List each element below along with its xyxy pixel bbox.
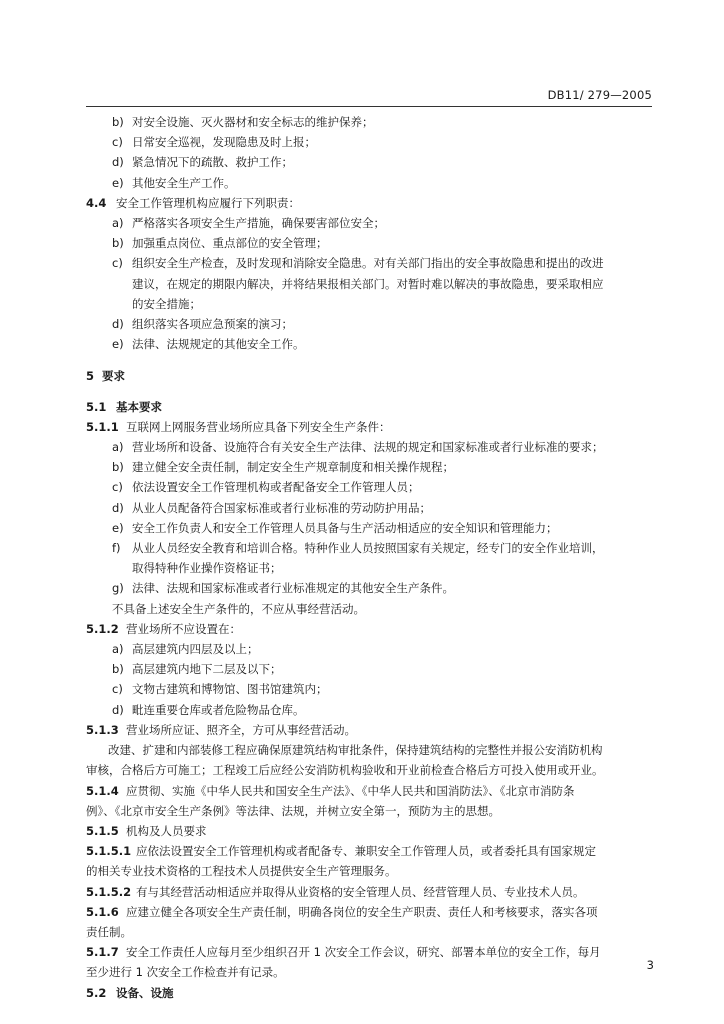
clause-5-1-4: 5.1.4 应贯彻、实施《中华人民共和国安全生产法》、《中华人民共和国消防法》、《北京市消防条 (86, 783, 575, 798)
list-item: e) 其他安全生产工作。 (112, 175, 236, 190)
clause-5-1-5: 5.1.5 机构及人员要求 (86, 823, 207, 838)
list-item-continued: 建议，在规定的期限内解决，并将结果报相关部门。对暂时难以解决的事故隐患，要采取相应 (132, 276, 604, 291)
list-item: f) 从业人员经安全教育和培训合格。特种作业人员按照国家有关规定，经专门的安全作业培训， (112, 541, 604, 556)
clause-5-1-1: 5.1.1 互联网上网服务营业场所应具备下列安全生产条件： (86, 419, 391, 434)
list-item: a) 营业场所和设备、设施符合有关安全生产法律、法规的规定和国家标准或者行业标准的要求； (112, 440, 604, 455)
clause-5-1-5-1: 5.1.5.1 应依法设置安全工作管理机构或者配备专、兼职安全工作管理人员，或者委托具有国家规定 (86, 844, 596, 859)
list-item: e) 法律、法规规定的其他安全工作。 (112, 337, 305, 352)
list-item: d) 毗连重要仓库或者危险物品仓库。 (112, 702, 305, 717)
clause-5-1-6: 5.1.6 应建立健全各项安全生产责任制，明确各岗位的安全生产职责、责任人和考核要求，落实各项 (86, 904, 598, 919)
paragraph-continued: 的相关专业技术资格的工程技术人员提供安全生产管理服务。 (86, 864, 397, 879)
list-item: d) 组织落实各项应急预案的演习； (112, 317, 293, 332)
paragraph-continued: 审核，合格后方可施工；工程竣工后应经公安消防机构验收和开业前检查合格后方可投入使用或开业。 (86, 763, 604, 778)
list-item: b) 加强重点岗位、重点部位的安全管理； (112, 236, 328, 251)
document-code: DB11/ 279—2005 (547, 88, 652, 102)
paragraph-continued: 例》、《北京市安全生产条例》等法律、法规，并树立安全第一，预防为主的思想。 (86, 803, 500, 818)
list-item: c) 组织安全生产检查，及时发现和消除安全隐患。对有关部门指出的安全事故隐患和提出的改进 (112, 256, 604, 271)
list-item: d) 紧急情况下的疏散、救护工作； (112, 155, 293, 170)
list-item: e) 安全工作负责人和安全工作管理人员具备与生产活动相适应的安全知识和管理能力； (112, 520, 558, 535)
list-item: d) 从业人员配备符合国家标准或者行业标准的劳动防护用品； (112, 500, 431, 515)
list-item: b) 建立健全安全责任制，制定安全生产规章制度和相关操作规程； (112, 460, 454, 475)
list-item: c) 文物古建筑和博物馆、图书馆建筑内； (112, 682, 328, 697)
list-item: b) 对安全设施、灭火器材和安全标志的维护保养； (112, 115, 374, 129)
list-item: g) 法律、法规和国家标准或者行业标准规定的其他安全生产条件。 (112, 581, 454, 596)
list-item: c) 依法设置安全工作管理机构或者配备安全工作管理人员； (112, 480, 420, 495)
paragraph-continued: 责任制。 (86, 924, 132, 939)
list-item: b) 高层建筑内地下二层及以下； (112, 662, 282, 677)
document-body (86, 112, 652, 1003)
section-5-heading: 5 要求 (86, 369, 125, 384)
page-number: 3 (646, 958, 654, 972)
paragraph: 不具备上述安全生产条件的，不应从事经营活动。 (112, 601, 365, 616)
list-item: c) 日常安全巡视，发现隐患及时上报； (112, 135, 316, 150)
clause-5-1-3: 5.1.3 营业场所应证、照齐全，方可从事经营活动。 (86, 722, 356, 737)
header-rule (86, 106, 652, 107)
paragraph-continued: 至少进行 1 次安全工作检查并有记录。 (86, 965, 285, 980)
list-item-continued: 的安全措施； (132, 296, 201, 311)
clause-4-4: 4.4 安全工作管理机构应履行下列职责： (86, 195, 300, 210)
list-item: a) 严格落实各项安全生产措施，确保要害部位安全； (112, 216, 385, 231)
list-item: a) 高层建筑内四层及以上； (112, 642, 259, 657)
clause-5-1-7: 5.1.7 安全工作责任人应每月至少组织召开 1 次安全工作会议，研究、部署本单位的安全工作，每月 (86, 945, 601, 960)
list-item-continued: 取得特种作业操作资格证书； (132, 561, 282, 576)
clause-5-1-2: 5.1.2 营业场所不应设置在： (86, 621, 241, 636)
section-5-2-heading: 5.2 设备、设施 (86, 985, 174, 1000)
section-5-1-heading: 5.1 基本要求 (86, 399, 162, 414)
paragraph: 改建、扩建和内部装修工程应确保原建筑结构审批条件，保持建筑结构的完整性并报公安消防机构 (108, 743, 603, 758)
clause-5-1-5-2: 5.1.5.2 有与其经营活动相适应并取得从业资格的安全管理人员、经营管理人员、专业技术人员。 (86, 884, 585, 899)
